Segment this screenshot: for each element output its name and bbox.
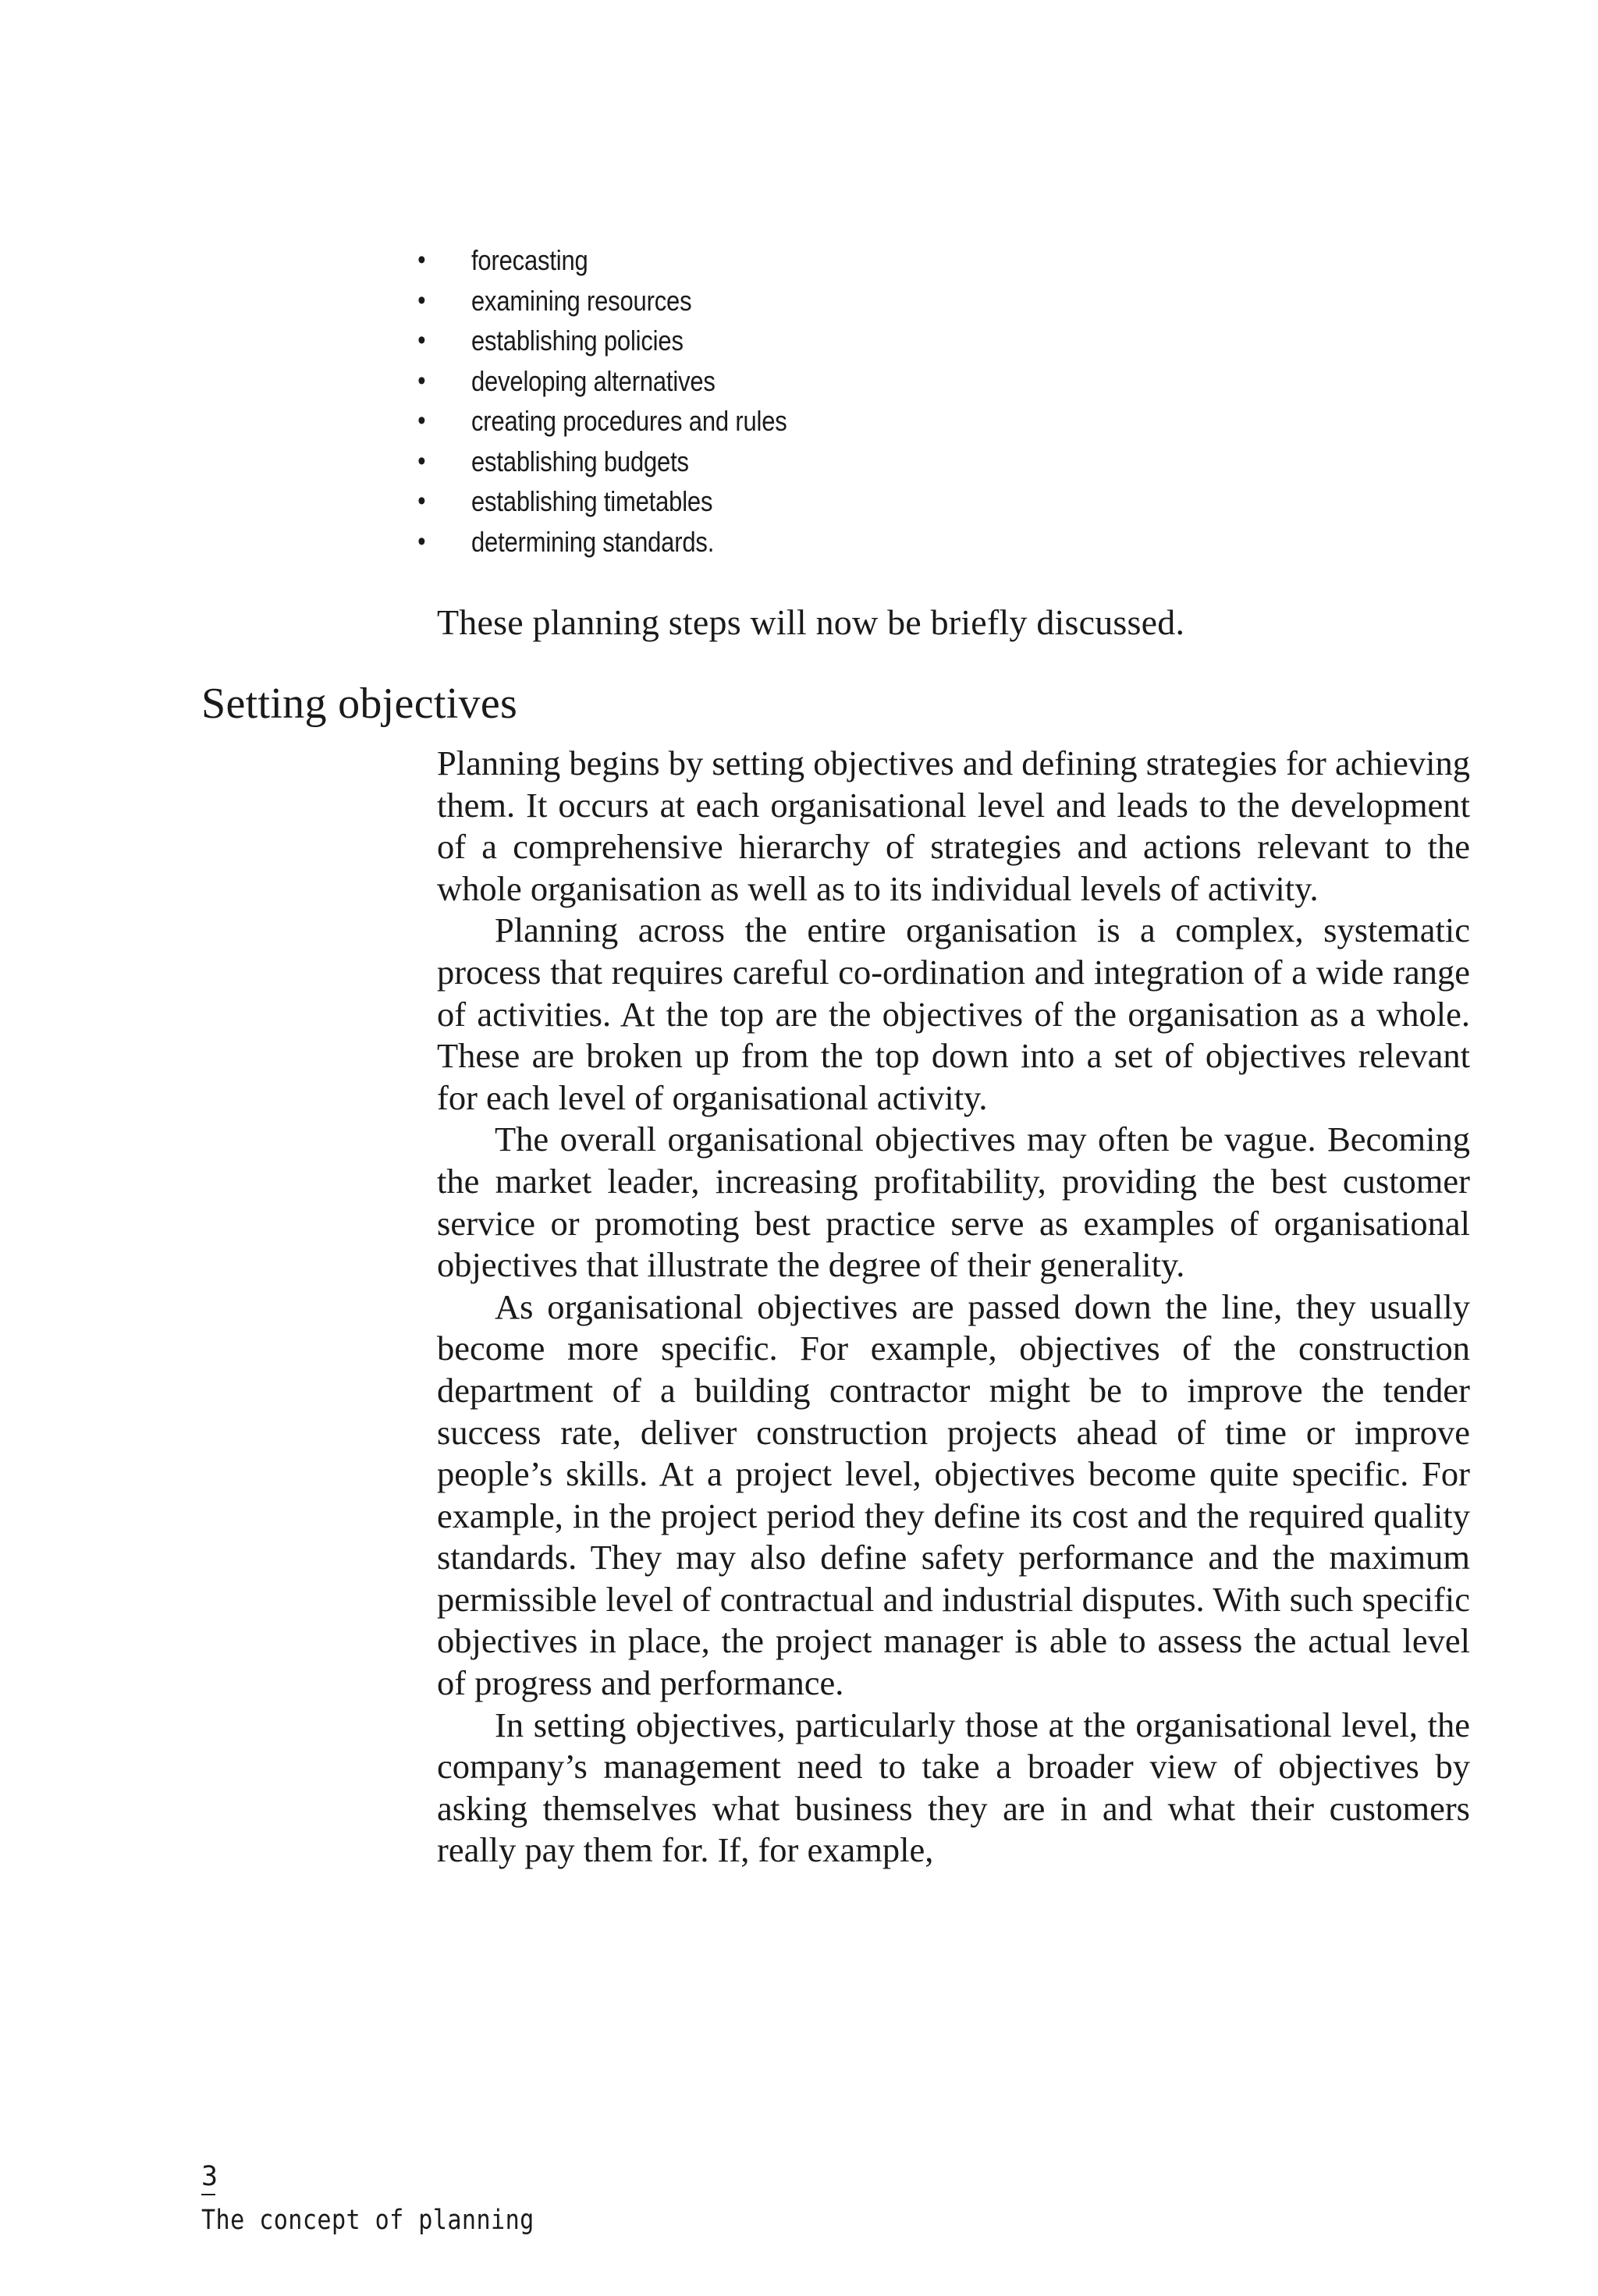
paragraph: Planning begins by setting objectives and defining strategies for achieving them. It occurs at each organisational level and leads to the development of a comprehensive hierarchy of strategies and actions relevant to the whole organisation as well as to its individual levels of activity. xyxy=(437,743,1470,908)
running-title: The concept of planning xyxy=(201,2205,534,2236)
paragraph: As organisational objectives are passed down the line, they usually become more specific. For example, objectives of the construction department of a building contractor might be to improve the tender success rate, deliver construction projects ahead of time or improve people’s skills. At a project level, objectives become quite specific. For example, in the project period they define its cost and the required quality standards. They may also define safety performance and the maximum permissible level of contractual and industrial disputes. With such specific objectives in place, the project manager is able to assess the actual level of progress and performance. xyxy=(437,1286,1470,1703)
paragraph: The overall organisational objectives may often be vague. Becoming the market leader, increasing profitability, providing the best customer service or promoting best practice serve as examples of organisational objectives that illustrate the degree of their generality. xyxy=(437,1120,1470,1285)
list-item: • establishing policies xyxy=(471,321,787,361)
list-item: • examining resources xyxy=(471,281,787,321)
paragraph: In setting objectives, particularly those at the organisational level, the company’s management need to take a broader view of objectives by asking themselves what business they are in and what their customers really pay them for. If, for example, xyxy=(437,1705,1470,1870)
list-item: • creating procedures and rules xyxy=(471,401,787,442)
chapter-number: 3 xyxy=(201,2161,218,2192)
list-item: • forecasting xyxy=(471,240,787,281)
section-body xyxy=(437,743,1470,1872)
list-item: • determining standards. xyxy=(471,522,787,562)
intro-sentence: These planning steps will now be briefly discussed. xyxy=(437,602,1185,642)
list-item: • establishing timetables xyxy=(471,481,787,522)
paragraph: Planning across the entire organisation is a complex, systematic process that requires careful co-ordination and integration of a wide range of activities. At the top are the objectives of the organisation as a whole. These are broken up from the top down into a set of objectives relevant for each level of organisational activity. xyxy=(437,910,1470,1117)
planning-steps-list xyxy=(471,240,787,562)
list-item: • developing alternatives xyxy=(471,361,787,402)
list-item: • establishing budgets xyxy=(471,442,787,482)
chapter-number-rule xyxy=(201,2194,215,2195)
section-heading: Setting objectives xyxy=(201,680,518,728)
